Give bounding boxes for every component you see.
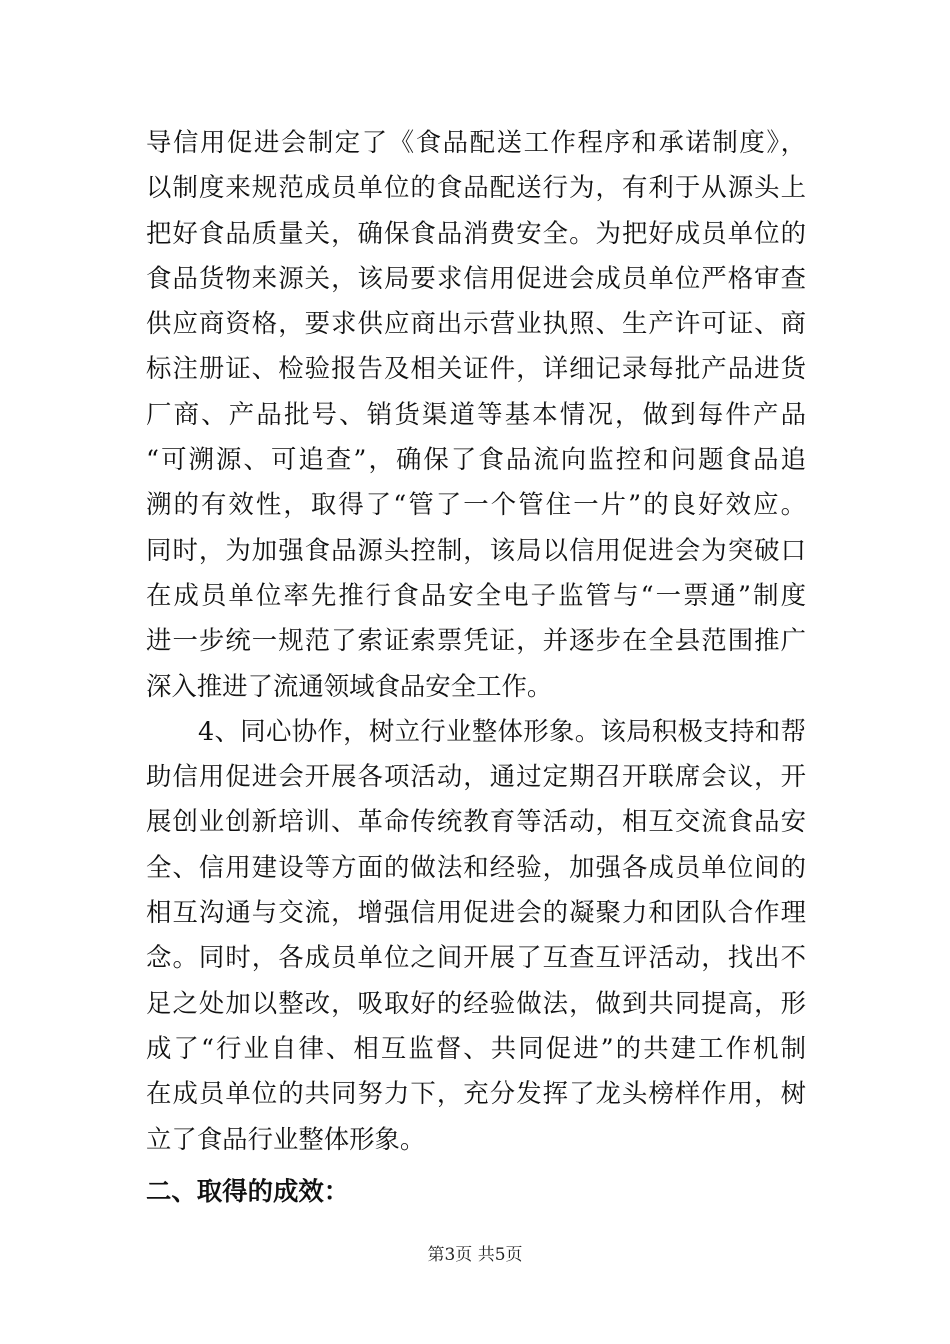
text-line: 在成员单位的共同努力下，充分发挥了龙头榜样作用，树 bbox=[146, 1078, 806, 1109]
text-line: 厂商、产品批号、销货渠道等基本情况，做到每件产品 bbox=[146, 398, 806, 429]
text-line: 同时，为加强食品源头控制，该局以信用促进会为突破口 bbox=[146, 534, 806, 565]
text-line: 成了“行业自律、相互监督、共同促进”的共建工作机制 bbox=[146, 1032, 806, 1063]
text-line: 进一步统一规范了索证索票凭证，并逐步在全县范围推广 bbox=[146, 625, 806, 656]
text-line: “可溯源、可追查”，确保了食品流向监控和问题食品追 bbox=[146, 444, 806, 475]
text-line: 深入推进了流通领域食品安全工作。 bbox=[146, 670, 553, 701]
text-line: 把好食品质量关，确保食品消费安全。为把好成员单位的 bbox=[146, 217, 806, 248]
text-line: 展创业创新培训、革命传统教育等活动，相互交流食品安 bbox=[146, 806, 806, 837]
text-line: 以制度来规范成员单位的食品配送行为，有利于从源头上 bbox=[146, 172, 806, 203]
text-line: 溯的有效性，取得了“管了一个管住一片”的良好效应。 bbox=[146, 489, 806, 520]
text-line: 标注册证、检验报告及相关证件，详细记录每批产品进货 bbox=[146, 353, 806, 384]
document-body bbox=[146, 120, 806, 1162]
section-heading: 二、取得的成效： bbox=[146, 1176, 350, 1206]
paragraph-start-line: 4、同心协作，树立行业整体形象。该局积极支持和帮 bbox=[198, 715, 806, 746]
text-line: 全、信用建设等方面的做法和经验，加强各成员单位间的 bbox=[146, 851, 806, 882]
text-line: 相互沟通与交流，增强信用促进会的凝聚力和团队合作理 bbox=[146, 897, 806, 928]
text-line: 在成员单位率先推行食品安全电子监管与“一票通”制度 bbox=[146, 579, 806, 610]
text-line: 足之处加以整改，吸取好的经验做法，做到共同提高，形 bbox=[146, 987, 806, 1018]
text-line: 念。同时，各成员单位之间开展了互查互评活动，找出不 bbox=[146, 942, 806, 973]
text-line: 食品货物来源关，该局要求信用促进会成员单位严格审查 bbox=[146, 262, 806, 293]
page-footer: 第3页 共5页 bbox=[427, 1245, 523, 1265]
text-line: 立了食品行业整体形象。 bbox=[146, 1123, 426, 1154]
text-line: 导信用促进会制定了《食品配送工作程序和承诺制度》， bbox=[146, 127, 806, 157]
text-line: 供应商资格，要求供应商出示营业执照、生产许可证、商 bbox=[146, 308, 806, 339]
text-line: 助信用促进会开展各项活动，通过定期召开联席会议，开 bbox=[146, 761, 806, 792]
